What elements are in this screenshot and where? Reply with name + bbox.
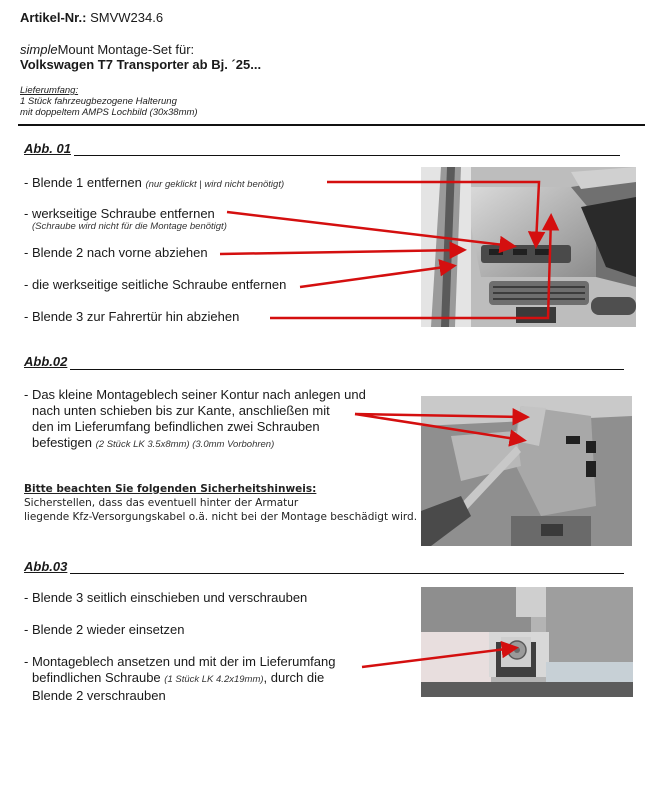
step-note: (2 Stück LK 3.5x8mm) (3.0mm Vorbohren) <box>95 439 275 450</box>
section-rule-abb01 <box>74 155 620 156</box>
step-1-2-note: (Schraube wird nicht für die Montage benötigt) <box>32 221 227 232</box>
article-label: Artikel-Nr.: <box>20 10 87 25</box>
photo-abb01-dashboard <box>421 167 636 327</box>
section-title-abb02: Abb.02 <box>24 354 68 369</box>
brand-line <box>20 42 194 57</box>
step-line: befindlichen Schraube <box>32 670 161 685</box>
step-line: nach unten schieben bis zur Kante, anschließen mit <box>32 403 330 418</box>
article-number: SMVW234.6 <box>90 10 164 25</box>
brand-rest: Mount Montage-Set für: <box>57 42 195 57</box>
step-text: - werkseitige Schraube entfernen <box>24 206 215 221</box>
step-3-2: - Blende 2 wieder einsetzen <box>24 622 185 637</box>
safety-line-1: Sicherstellen, dass das eventuell hinter der Armatur <box>24 497 299 509</box>
step-line: - Montageblech ansetzen und mit der im Lieferumfang <box>24 654 336 669</box>
step-1-1 <box>24 175 284 190</box>
step-line: , durch die <box>263 670 325 685</box>
step-line: befestigen <box>32 435 92 450</box>
section-title-abb03: Abb.03 <box>24 559 68 574</box>
step-2-1 <box>24 387 366 453</box>
step-3-3 <box>24 654 335 704</box>
scope-title: Lieferumfang: <box>20 85 79 96</box>
section-title-abb01: Abb. 01 <box>24 141 71 156</box>
step-note: (1 Stück LK 4.2x19mm) <box>164 674 264 685</box>
header-divider <box>18 124 645 126</box>
step-line: den im Lieferumfang befindlichen zwei Schrauben <box>32 419 320 434</box>
step-text: - Blende 1 entfernen <box>24 175 142 190</box>
scope-line-1: 1 Stück fahrzeugbezogene Halterung <box>20 96 177 107</box>
vehicle-title: Volkswagen T7 Transporter ab Bj. ´25... <box>20 57 262 72</box>
section-rule-abb02 <box>70 369 624 370</box>
scope-block <box>20 85 198 118</box>
section-rule-abb03 <box>70 573 624 574</box>
safety-notice <box>24 482 417 524</box>
article-line <box>20 10 163 25</box>
step-1-4: - die werkseitige seitliche Schraube entfernen <box>24 277 287 292</box>
photo-abb03-screw-detail <box>421 587 633 697</box>
step-1-2 <box>24 206 215 221</box>
step-line: Blende 2 verschrauben <box>32 688 166 703</box>
photo-abb02-mounting-plate <box>421 396 632 546</box>
brand-italic: simple <box>20 42 58 57</box>
safety-title: Bitte beachten Sie folgenden Sicherheitshinweis: <box>24 483 317 495</box>
scope-line-2: mit doppeltem AMPS Lochbild (30x38mm) <box>20 107 198 118</box>
step-note: (nur geklickt | wird nicht benötigt) <box>145 179 285 190</box>
step-3-1: - Blende 3 seitlich einschieben und verschrauben <box>24 590 308 605</box>
step-1-5: - Blende 3 zur Fahrertür hin abziehen <box>24 309 240 324</box>
step-line: - Das kleine Montageblech seiner Kontur nach anlegen und <box>24 387 366 402</box>
step-1-3: - Blende 2 nach vorne abziehen <box>24 245 208 260</box>
safety-line-2: liegende Kfz-Versorgungskabel o.ä. nicht bei der Montage beschädigt wird. <box>24 511 418 523</box>
